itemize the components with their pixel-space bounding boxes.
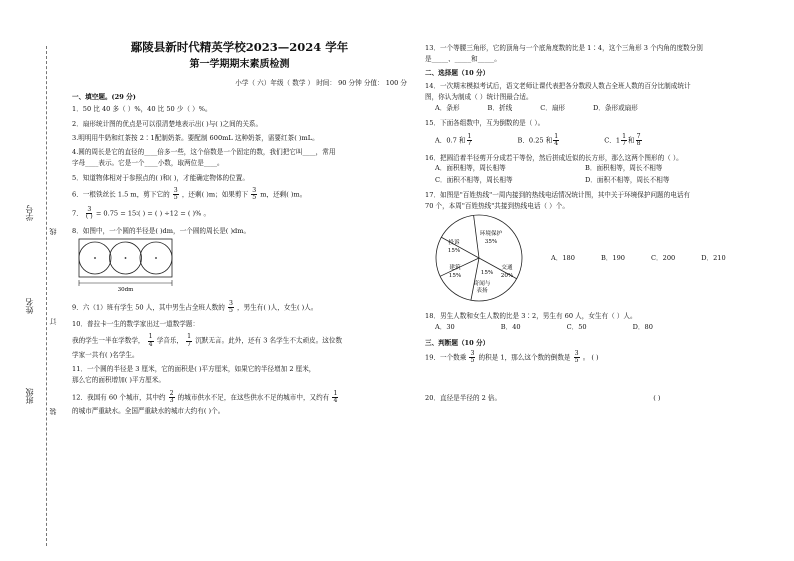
q8-dimension-label: 30dm: [117, 286, 134, 293]
q7-text-pre: 7．: [72, 209, 83, 218]
q14-option-a[interactable]: A．条形: [435, 104, 460, 113]
q6-fraction-1: [173, 188, 179, 201]
q15-c-and: 和: [628, 136, 635, 145]
q7-den: ( ): [85, 213, 93, 221]
q9-text-post: ，男生有( )人，女生( )人。: [237, 303, 318, 312]
q6-f2-den: 5: [252, 193, 257, 201]
q15-a-den: 7: [467, 139, 472, 147]
pie-pct-traffic: 20%: [500, 273, 514, 280]
q17-option-d[interactable]: D．210: [701, 254, 726, 263]
q15-a-fraction: [467, 134, 473, 147]
question-8: 8．如图中，一个圆的半径是( )dm，一个圆的周长是( )dm。: [72, 226, 251, 235]
question-19: [425, 351, 775, 364]
q12-f2-num: 1: [333, 389, 338, 397]
q15-a-num: 1: [467, 132, 472, 140]
question-1: 1．50 比 40 多（ ）%，40 比 50 少（ ）%。: [72, 105, 212, 114]
q19-f2-num: 3: [574, 349, 579, 357]
question-15: 15．下面各组数中，互为倒数的是（ ）。: [425, 119, 545, 128]
q17-chart-row: [425, 212, 775, 304]
binding-margin: [0, 0, 60, 561]
q17-options: [551, 254, 726, 262]
section-fill-in-heading: 一、填空题。(29 分): [72, 93, 136, 102]
student-id-label: 学号: [25, 205, 34, 221]
q7-fraction: [86, 207, 93, 220]
q19-text-pre: 19．一个数乘: [425, 353, 467, 362]
q12-fraction-1: [169, 391, 175, 404]
q14-options: [435, 104, 775, 112]
q12-f2-den: 4: [333, 396, 338, 404]
q10b-fraction-1: [148, 334, 154, 347]
question-10-line-3: 学家一共有( )名学生。: [72, 350, 139, 359]
q10b-text-post: 沉默无言。此外，还有 3 名学生不太顽皮。这位数: [195, 337, 343, 346]
question-4-line-2: 字母____表示。它是一个____小数，取两位是____。: [72, 159, 224, 168]
q18-option-b[interactable]: B．40: [500, 323, 521, 332]
q7-num: 3: [87, 206, 92, 214]
q18-option-a[interactable]: A．30: [435, 323, 455, 332]
pie-pct-environment: 35%: [484, 239, 498, 246]
q16-option-d[interactable]: D．面积不相等，周长不相等: [585, 175, 670, 184]
q15-a-text: A．0.7 和: [435, 136, 466, 145]
side-mark-line: 线: [49, 228, 57, 235]
q6-text-pre: 6．一根铁丝长 1.5 m，剪下它的: [72, 190, 170, 199]
question-13-line-1: 13．一个等腰三角形，它的顶角与一个底角度数的比是 1∶4，这个三角形 3 个内角的度数分别: [425, 44, 703, 52]
pie-label-environment: 环境保护: [479, 231, 503, 238]
q17-option-a[interactable]: A．180: [551, 254, 575, 263]
q18-options: [435, 323, 775, 331]
q17-pie-chart: [425, 212, 535, 304]
q15-option-b[interactable]: [517, 134, 560, 147]
q15-c-num: 1: [622, 132, 627, 140]
q10b-f1-den: 4: [148, 340, 153, 348]
question-10-line-2: [72, 334, 407, 347]
q20-text: 20．直径是半径的 2 倍。: [425, 394, 502, 403]
question-12-line-2: 的城市严重缺水。全国严重缺水的城市大约有( )个。: [72, 406, 225, 415]
q12-f1-den: 3: [169, 396, 174, 404]
q17-option-c[interactable]: C．200: [650, 254, 676, 263]
q19-text-mid: 的积是 1，那么这个数的倒数是: [478, 353, 571, 362]
q9-fraction: [228, 301, 234, 314]
question-10: 10．普拉卡一生的数学家出过一道数学题：: [72, 320, 200, 329]
q15-option-a[interactable]: [435, 134, 473, 147]
q15-b-num: 1: [554, 132, 559, 140]
q15-c-fraction-2: [636, 134, 642, 147]
q17-option-b[interactable]: B．190: [600, 254, 625, 263]
q8-center-1: [94, 257, 96, 259]
q14-option-c[interactable]: C．扇形: [540, 104, 566, 113]
question-16: 16．把圆沿着半径剪开分成若干等份，然后拼成近似的长方形，那么这两个图形的（ ）。: [425, 154, 683, 163]
q19-f2-den: 5: [574, 357, 579, 365]
question-3: 3.明明用牛奶和红茶按 2∶1配制奶茶。要配制 600mL 这种奶茶，需要红茶( )mL。: [72, 133, 319, 142]
q15-b-fraction: [553, 134, 559, 147]
exam-meta: 小学（ 六）年级（ 数学 ） 时间： 90 分钟 分值： 100 分: [235, 78, 407, 87]
q10b-fraction-2: [186, 334, 192, 347]
question-17-line-1: 17．如图是"百姓热线"一周内接到的热线电话情况统计图，其中关于环境保护问题的电话有: [425, 190, 691, 199]
q18-option-c[interactable]: C．50: [566, 323, 587, 332]
pie-label-news-1: 奇闻与: [473, 281, 491, 288]
q16-option-c[interactable]: C．面积不相等，周长相等: [435, 175, 513, 184]
question-17-line-2: 70 个，本周"百姓热线"共接到热线电话（ ）个。: [425, 201, 569, 210]
q10b-text-pre: 我的学生一半在学数学，: [72, 337, 145, 346]
q12-text-pre: 12．我国有 60 个城市，其中约: [72, 393, 166, 402]
pie-label-traffic: 交通: [501, 265, 513, 272]
q12-f1-num: 2: [169, 389, 174, 397]
q15-b-text: B．0.25 和: [517, 136, 553, 145]
question-18: 18．男生人数和女生人数的比是 3∶2，男生有 60 人，女生有（ ）人。: [425, 312, 637, 321]
q9-text-pre: 9．六（1）班有学生 50 人，其中男生占全班人数的: [72, 303, 225, 312]
q12-text-mid: 的城市供水不足，在这些供水不足的城市中，又约有: [177, 393, 330, 402]
q15-c-fraction-1: [621, 134, 627, 147]
question-14-line-2: 图，你认为制成（ ）统计图最合适。: [425, 92, 533, 101]
question-14-line-1: 14．一次期末模拟考试后，语文老师让课代表把各分数段人数占全班人数的百分比制成统计: [425, 81, 691, 90]
q9-den: 5: [228, 307, 233, 314]
pie-pct-building: 15%: [448, 273, 462, 280]
pie-label-building: 建筑: [449, 265, 461, 272]
q8-circles-svg: [76, 237, 176, 293]
q19-f1-den: 5: [470, 357, 475, 365]
q16-option-a[interactable]: A．面积相等，周长相等: [435, 164, 506, 173]
q6-text-mid: ，还剩( )m；如果剪下: [181, 190, 249, 199]
question-11-line-2: 那么它的面积增加( )平方厘米。: [72, 376, 165, 385]
q15-option-c[interactable]: [604, 134, 642, 147]
q19-fraction-1: [469, 351, 475, 364]
q15-c2-num: 7: [636, 132, 641, 140]
q9-num: 3: [228, 299, 233, 307]
student-name-label: 姓名: [25, 298, 34, 314]
q6-fraction-2: [251, 188, 257, 201]
class-label: 班级: [25, 388, 34, 404]
q15-c2-den: 8: [636, 139, 641, 147]
q15-c-text: C．1: [604, 136, 621, 145]
exam-title: 鄢陵县新时代精英学校2023—2024 学年: [130, 40, 349, 54]
q18-option-d[interactable]: D．80: [632, 323, 653, 332]
section-judge-heading: 三、判断题（10 分）: [425, 338, 490, 347]
q19-f1-num: 3: [470, 349, 475, 357]
left-column: [72, 40, 407, 421]
pie-label-news-2: 表扬: [476, 288, 488, 295]
q19-fraction-2: [574, 351, 580, 364]
q8-circles-figure: [76, 237, 176, 293]
q10b-text-mid: 学音乐，: [156, 337, 184, 346]
question-5: 5．知道物体相对于参照点的( )和( )，才能确定物体的位置。: [72, 173, 249, 182]
question-20: [425, 394, 775, 402]
q12-fraction-2: [332, 391, 338, 404]
q16-option-b[interactable]: B．面积相等，周长不相等: [585, 164, 663, 173]
question-13-line-2: 是_____、_____和_____。: [425, 55, 501, 64]
q10b-f2-den: 7: [187, 340, 192, 348]
exam-subtitle: 第一学期期末素质检测: [189, 59, 290, 71]
question-11-line-1: 11．一个圆的半径是 3 厘米，它的面积是( )平方厘米，如果它的半径增加 2 厘米，: [72, 365, 316, 374]
q16-options: [435, 164, 775, 183]
pie-pct-news: 15%: [480, 270, 494, 277]
q8-center-2: [125, 257, 127, 259]
q7-text-post: = 0.75 = 15∶( ) = ( ) ÷12 = ( )% 。: [95, 209, 211, 218]
q8-center-3: [155, 257, 157, 259]
pie-label-complaint: 投诉: [448, 240, 460, 247]
q15-options: [435, 134, 775, 147]
side-mark-bind: 装: [49, 408, 57, 415]
pie-pct-complaint: 15%: [447, 248, 461, 255]
question-7: [72, 207, 407, 220]
side-mark-order: 订: [49, 318, 57, 325]
q6-f1-den: 5: [173, 193, 178, 201]
question-4-line-1: 4.圆的周长是它的直径的____倍多一些，这个倍数是一个固定的数，我们把它叫____，常用: [72, 148, 336, 157]
q15-c-den: 7: [622, 139, 627, 147]
question-2: 2．扇形统计图的优点是可以很清楚地表示出( )与( )之间的关系。: [72, 119, 263, 128]
question-6: [72, 188, 407, 201]
q10b-f1-num: 1: [148, 333, 153, 341]
q19-text-post: 。 ( ): [582, 353, 599, 362]
right-column: [425, 44, 775, 409]
question-9: [72, 301, 407, 314]
q14-option-d[interactable]: D．条形或扇形: [593, 104, 638, 113]
q15-b-den: 4: [554, 139, 559, 147]
cut-line: [46, 46, 47, 546]
section-choice-heading: 二、选择题（10 分）: [425, 69, 490, 78]
q10b-f2-num: 1: [187, 333, 192, 341]
q6-f1-num: 3: [173, 186, 178, 194]
q14-option-b[interactable]: B．折线: [487, 104, 513, 113]
question-12-line-1: [72, 391, 407, 404]
q20-answer-paren[interactable]: ( ): [653, 394, 661, 403]
q6-f2-num: 3: [252, 186, 257, 194]
q6-text-post: m，还剩( )m。: [260, 190, 307, 199]
